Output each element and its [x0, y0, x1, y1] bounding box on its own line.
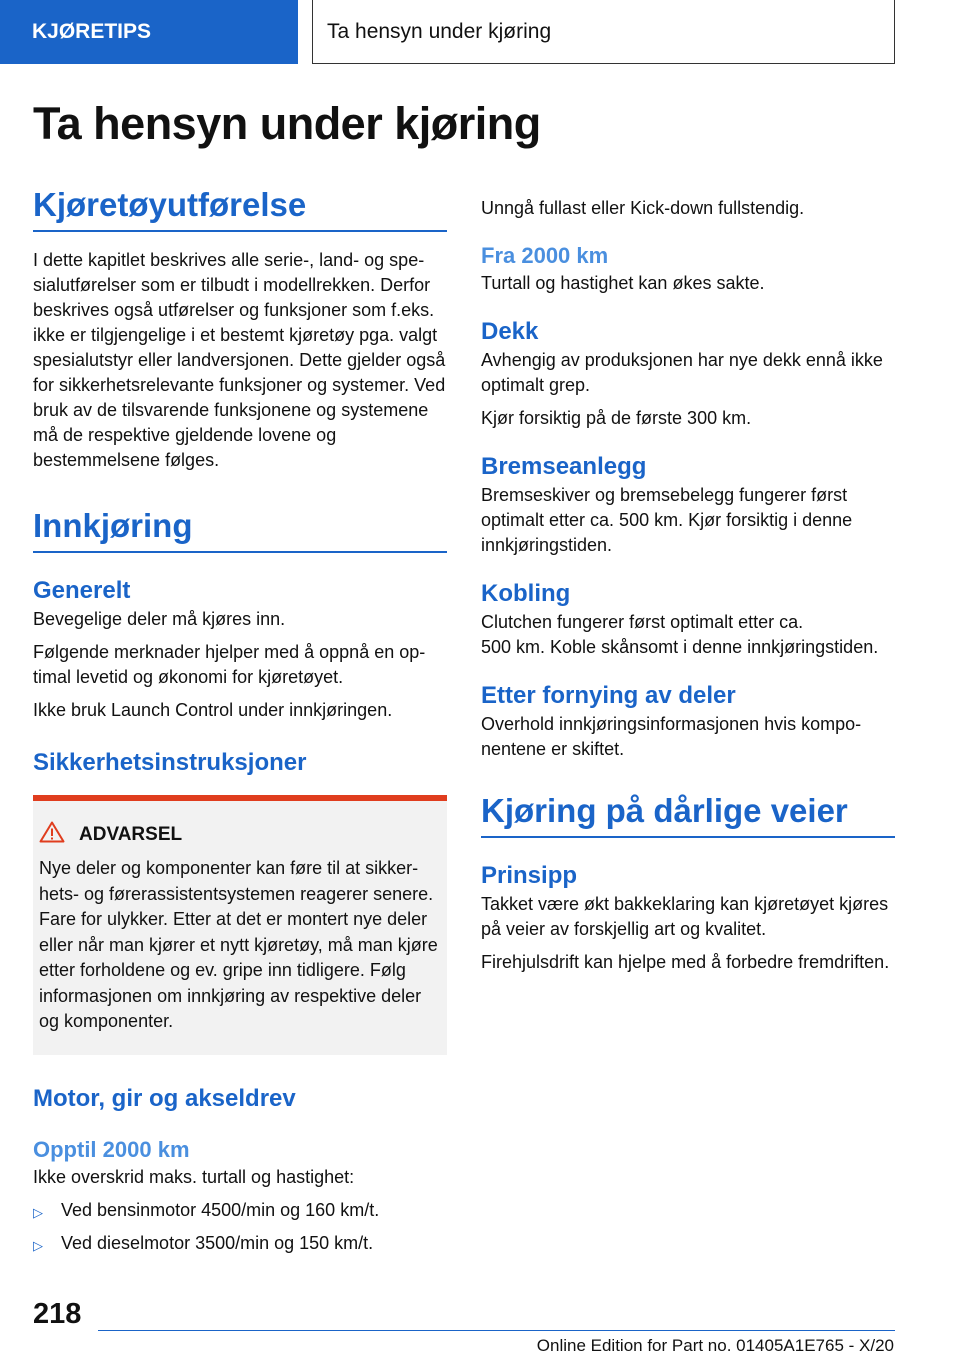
paragraph-dekk-2: Kjør forsiktig på de første 300 km.	[481, 408, 752, 428]
heading-generelt: Generelt	[33, 577, 131, 604]
paragraph-opptil: Ikke overskrid maks. turtall og hastighet:	[33, 1166, 355, 1187]
paragraph-generelt-2: Følgende merknader hjelper med å oppnå en optimal levetid og økonomi for kjøretøyet.	[33, 642, 426, 687]
page-title: Ta hensyn under kjøring	[33, 98, 541, 149]
header-chapter-label: Ta hensyn under kjøring	[327, 19, 552, 43]
list-item	[33, 1198, 447, 1225]
left-column	[33, 186, 447, 1258]
header-chapter-tab[interactable]	[312, 0, 895, 64]
footer-edition: Online Edition for Part no. 01405A1E765 - X/20	[536, 1336, 894, 1355]
paragraph-prinsipp-2: Firehjulsdrift kan hjelpe med å forbedre fremdriften.	[481, 952, 890, 972]
right-column	[481, 196, 895, 975]
list-item-text: Ved dieselmotor 3500/min og 150 km/t.	[61, 1232, 374, 1253]
heading-etter-fornying: Etter fornying av deler	[481, 682, 736, 709]
bullet-triangle-icon: ▷	[33, 1204, 43, 1220]
paragraph-kjoretoyutforelse: I dette kapitlet beskrives alle serie-, land- og spesialutførelser som er tilbudt i modellrekken. Derfor beskrives også utførelser og funksjoner som f.eks. ikke er tilgjengelige i et bestemt kjøretøy pga. valgt spesialutstyr eller landversjonen. Dette gjelder også for sikkerhetsrelevante funksjoner og systemer. Ved bruk av de tilsvarende funksjonene og systemene må de respektive gjeldende lovene og bestemmelsene følges.	[33, 250, 446, 470]
footer-divider	[98, 1330, 895, 1331]
paragraph-kobling-1: Clutchen fungerer først optimalt etter ca.	[481, 612, 804, 632]
heading-kjoring-pa-darlige-veier: Kjøring på dårlige veier	[481, 792, 895, 838]
heading-sikkerhetsinstruksjoner: Sikkerhetsinstruksjoner	[33, 749, 307, 776]
paragraph-prinsipp-1: Takket være økt bakkeklaring kan kjøretøyet kjøres på veier av forskjellig art og kvalitet.	[481, 894, 889, 939]
heading-innkjoring: Innkjøring	[33, 507, 447, 553]
paragraph-kobling-2: 500 km. Koble skånsomt i denne innkjøringstiden.	[481, 637, 879, 657]
header-section-label: KJØRETIPS	[32, 20, 152, 43]
warning-title: ADVARSEL	[79, 823, 183, 845]
warning-box	[33, 795, 447, 1055]
paragraph-unnga: Unngå fullast eller Kick-down fullstendig.	[481, 198, 805, 218]
paragraph-dekk-1: Avhengig av produksjonen har nye dekk ennå ikke optimalt grep.	[481, 350, 883, 395]
warning-text: Nye deler og komponenter kan føre til at sikkerhets- og førerassistentsystemen reagerer senere. Fare for ulykker. Etter at det er montert nye deler eller når man kjører et nytt kjøretøy, må man kjøre etter forholdene og ev. gripe inn tidligere. Følg informasjonen om innkjøring av respektive deler og komponenter.	[39, 858, 438, 1031]
paragraph-generelt-3: Ikke bruk Launch Control under innkjøringen.	[33, 700, 393, 720]
heading-fra-2000-km: Fra 2000 km	[481, 243, 609, 268]
header-section-tab[interactable]	[0, 0, 298, 64]
bullet-triangle-icon: ▷	[33, 1237, 43, 1253]
heading-bremseanlegg: Bremseanlegg	[481, 453, 647, 480]
heading-kobling: Kobling	[481, 580, 571, 607]
list-item	[33, 1231, 447, 1258]
page-number: 218	[33, 1298, 82, 1330]
list-item-text: Ved bensinmotor 4500/min og 160 km/t.	[61, 1199, 380, 1220]
warning-triangle-icon	[39, 821, 65, 848]
heading-dekk: Dekk	[481, 318, 539, 345]
heading-motor-gir-akseldrev: Motor, gir og akseldrev	[33, 1084, 296, 1112]
heading-opptil-2000-km: Opptil 2000 km	[33, 1136, 190, 1162]
heading-prinsipp: Prinsipp	[481, 862, 578, 889]
paragraph-generelt-1: Bevegelige deler må kjøres inn.	[33, 609, 286, 629]
heading-kjoretoyutforelse: Kjøretøyutførelse	[33, 186, 447, 232]
paragraph-etter-fornying: Overhold innkjøringsinformasjonen hvis komponentene er skiftet.	[481, 714, 862, 759]
paragraph-fra-2000: Turtall og hastighet kan økes sakte.	[481, 273, 765, 293]
paragraph-bremseanlegg: Bremseskiver og bremsebelegg fungerer først optimalt etter ca. 500 km. Kjør forsiktig i denne innkjøringstiden.	[481, 485, 853, 555]
